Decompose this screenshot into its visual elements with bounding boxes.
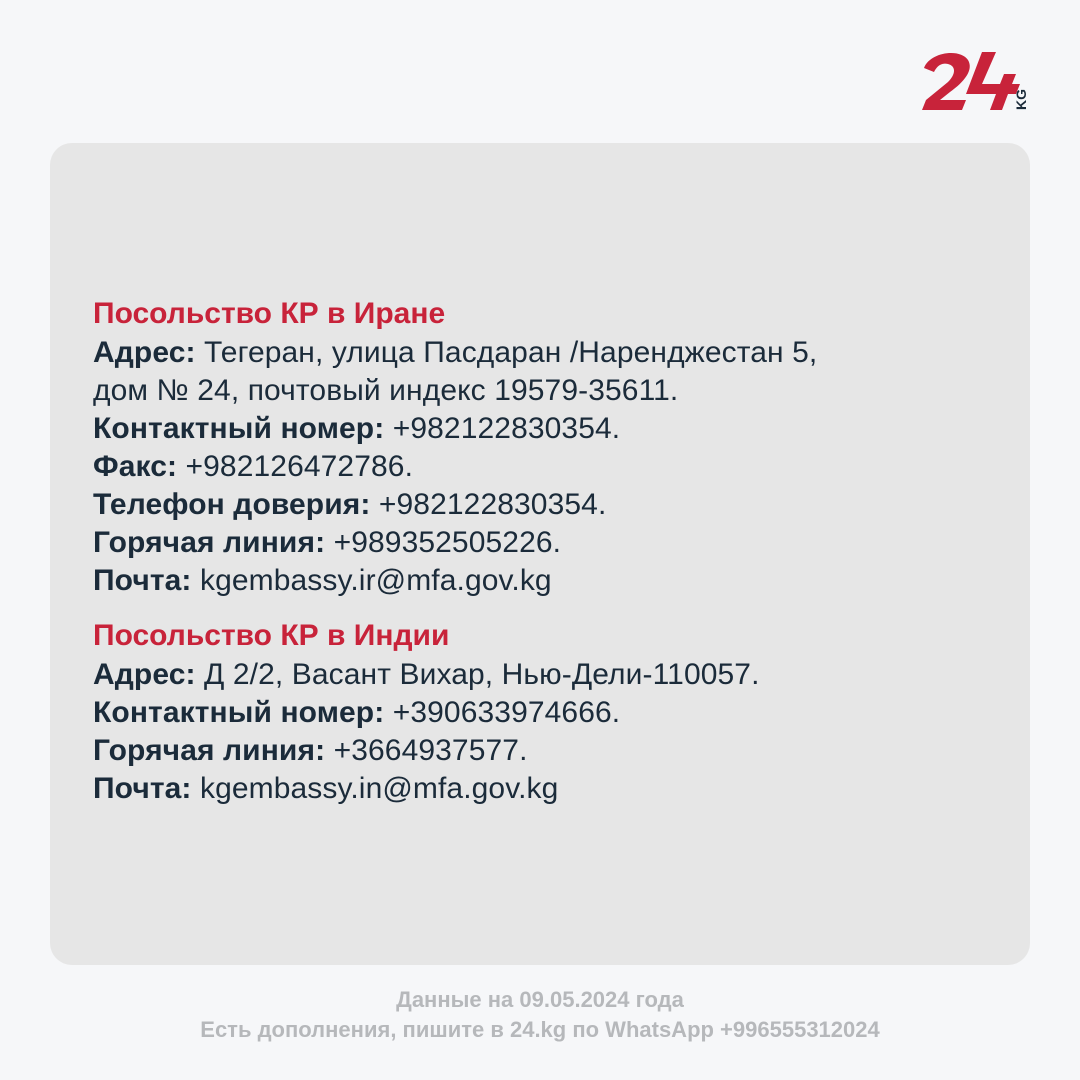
- trust-phone-row: [93, 486, 993, 524]
- email-row: [93, 562, 993, 600]
- row-label: Контактный номер:: [93, 696, 385, 729]
- section-title: Посольство КР в Иране: [93, 297, 446, 330]
- brand-logo: [920, 46, 1035, 116]
- fax-row: [93, 448, 993, 486]
- hotline-row: [93, 524, 993, 562]
- row-value: +982126472786.: [177, 450, 413, 483]
- row-value: +982122830354.: [384, 412, 621, 445]
- row-label: Почта:: [93, 772, 192, 805]
- embassy-section-india: [93, 616, 993, 808]
- embassy-section-iran: [93, 294, 993, 600]
- row-label: Контактный номер:: [93, 412, 385, 445]
- row-value: +390633974666.: [384, 696, 621, 729]
- logo-suffix: KG: [1013, 89, 1029, 110]
- row-value: kgembassy.in@mfa.gov.kg: [191, 772, 559, 805]
- contact-number-row: [93, 410, 993, 448]
- row-label: Горячая линия:: [93, 734, 326, 767]
- contact-number-row: [93, 694, 993, 732]
- row-label: Горячая линия:: [93, 526, 326, 559]
- footer-contact: Есть дополнения, пишите в 24.kg по WhatsApp +996555312024: [200, 1017, 880, 1042]
- embassy-info: [93, 294, 993, 808]
- row-label: Адрес:: [93, 336, 196, 369]
- row-label: Факс:: [93, 450, 178, 483]
- section-title: Посольство КР в Индии: [93, 619, 450, 652]
- address-row: [93, 334, 993, 410]
- row-value: Тегеран, улица Пасдаран /Наренджестан 5, дом № 24, почтовый индекс 19579-35611.: [93, 336, 818, 407]
- hotline-row: [93, 732, 993, 770]
- footer-note: [0, 985, 1080, 1045]
- row-label: Почта:: [93, 564, 192, 597]
- row-value: kgembassy.ir@mfa.gov.kg: [191, 564, 552, 597]
- row-value: +982122830354.: [370, 488, 607, 521]
- row-value: Д 2/2, Васант Вихар, Нью-Дели-110057.: [195, 658, 760, 691]
- email-row: [93, 770, 993, 808]
- row-value: +989352505226.: [325, 526, 562, 559]
- row-label: Адрес:: [93, 658, 196, 691]
- row-value: +3664937577.: [325, 734, 528, 767]
- footer-date: Данные на 09.05.2024 года: [396, 987, 684, 1012]
- row-label: Телефон доверия:: [93, 488, 371, 521]
- address-row: [93, 656, 993, 694]
